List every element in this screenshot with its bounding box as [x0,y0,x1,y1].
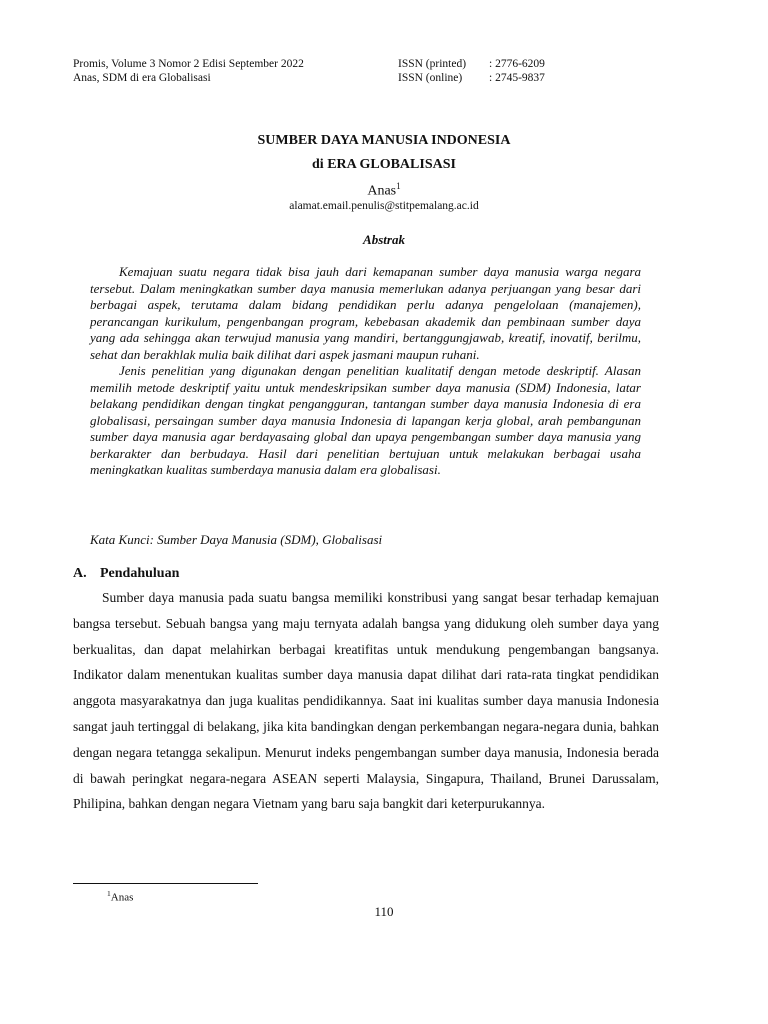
issn-online-value: : 2745-9837 [489,72,545,84]
keywords: Kata Kunci: Sumber Daya Manusia (SDM), Globalisasi [90,532,383,547]
issn-printed-label: ISSN (printed) [398,58,467,70]
author-line [0,181,768,200]
section-title: Pendahuluan [100,566,180,581]
running-header-left [73,57,304,85]
paper-title-line-2: di ERA GLOBALISASI [312,157,456,172]
footnote-divider [73,883,258,884]
author-name: Anas [367,183,397,199]
footnote [107,889,133,904]
journal-line: Promis, Volume 3 Nomor 2 Edisi September 2022 [73,58,304,70]
footnote-text: Anas [110,891,134,904]
abstract-paragraph: Jenis penelitian yang digunakan dengan penelitian kualitatif dengan metode deskriptif. Alasan memilih metode deskriptif yaitu untuk mendeskripsikan sumber daya manusia (SDM) Indonesia, latar belakang pendidikan dengan tingkat pengangguran, tantangan sumber daya manusia Indonesia di era globalisasi, persaingan sumber daya manusia Indonesia di lapangan kerja global, arah pembangunan sumber daya manusia agar berdayasaing global dan upaya pengembangan sumber daya manusia yang berkarakter dan berbudaya. Hasil dari penelitian bertujuan untuk melakukan berbagai usaha meningkatkan kualitas sumberdaya manusia dalam era globalisasi. [90,363,641,477]
issn-labels [398,57,466,85]
author-footnote-mark: 1 [396,181,401,191]
issn-values [489,57,545,85]
section-heading [73,566,179,582]
issn-printed-value: : 2776-6209 [489,58,545,70]
author-email: alamat.email.penulis@stitpemalang.ac.id [289,200,479,212]
section-body [73,585,659,817]
page-number: 110 [374,904,394,919]
body-paragraph: Sumber daya manusia pada suatu bangsa memiliki konstribusi yang sangat besar terhadap kemajuan bangsa tersebut. Sebuah bangsa yang maju ternyata adalah bangsa yang didukung oleh sumber daya yang berkualitas, dan dapat melahirkan berbagai kreatifitas untuk mendukung pengembangan bangsanya. Indikator dalam menentukan kualitas sumber daya manusia dapat dilihat dari rata-rata tingkat pendidikan anggota masyarakatnya dan juga kualitas pendidikannya. Saat ini kualitas sumber daya manusia Indonesia sangat jauh tertinggal di belakang, jika kita bandingkan dengan perkembangan negara-negara dunia, bahkan dengan negara tetangga sekalipun. Menurut indeks pengembangan sumber daya manusia, Indonesia berada di bawah peringkat negara-negara ASEAN seperti Malaysia, Singapura, Thailand, Brunei Darussalam, Philipina, bahkan dengan negara Vietnam yang baru saja bangkit dari keterpurukannya. [73,590,659,812]
issn-online-label: ISSN (online) [398,72,463,84]
running-title: Anas, SDM di era Globalisasi [73,72,211,84]
footnote-mark: 1 [107,889,111,898]
section-number: A. [73,566,87,581]
abstract-body [90,264,641,479]
abstract-heading: Abstrak [363,232,405,247]
abstract-paragraph: Kemajuan suatu negara tidak bisa jauh dari kemapanan sumber daya manusia warga negara tersebut. Dalam meningkatkan sumber daya manusia memerlukan adanya perjuangan yang besar dari berbagai aspek, terutama dalam bidang pendidikan perlu adanya pengelolaan (manajemen), perancangan kurikulum, pengenbangan program, kebebasan akademik dan pembinaan sumber daya yang ada sehingga akan terwujud manusia yang mandiri, bertanggungjawab, kreatif, inovatif, berilmu, sehat dan berakhlak mulia baik dilihat dari aspek jasmani maupun ruhani. [90,264,641,362]
paper-title-line-1: SUMBER DAYA MANUSIA INDONESIA [257,133,511,148]
